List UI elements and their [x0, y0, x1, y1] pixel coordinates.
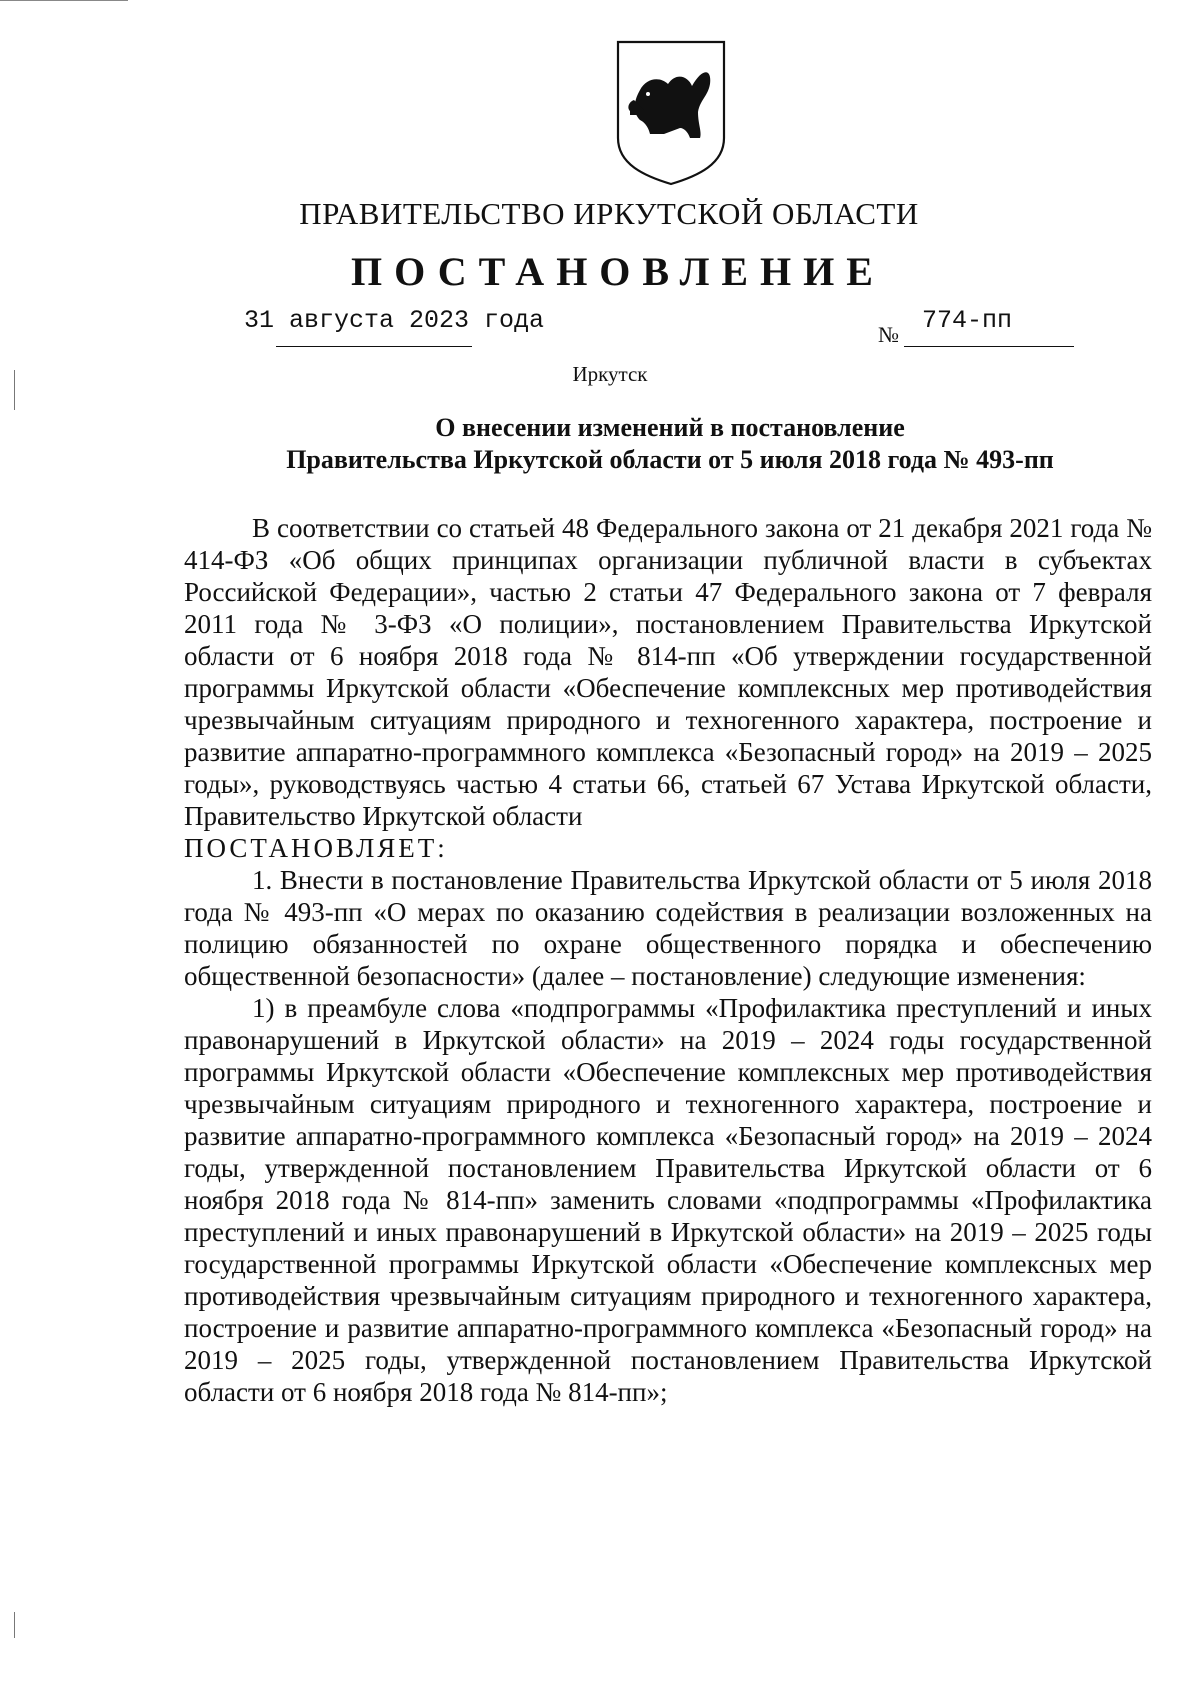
document-type: ПОСТАНОВЛЕНИЕ — [351, 249, 885, 294]
irkutsk-coat-of-arms-icon — [614, 38, 728, 186]
decree-date: 31 августа 2023 года — [244, 306, 545, 335]
city: Иркутск — [572, 362, 648, 386]
document-title — [240, 412, 1100, 476]
decree-number: 774-пп — [922, 306, 1013, 335]
number-sign: № — [878, 322, 899, 347]
item-1-paragraph: 1. Внести в постановление Правительства Иркутской области от 5 июля 2018 года № 493-пп «О мерах по оказанию содействия в реализации возложенных на полицию обязанностей по охране общественного порядка и обеспечению общественной безопасности» (далее – постановление) следующие изменения: — [184, 865, 1152, 991]
title-line-1: О внесении изменений в постановление — [435, 413, 905, 442]
scan-margin-mark — [14, 1612, 15, 1638]
government-name: ПРАВИТЕЛЬСТВО ИРКУТСКОЙ ОБЛАСТИ — [299, 196, 919, 231]
date-underline — [276, 346, 472, 347]
title-line-2: Правительства Иркутской области от 5 июля 2018 года № 493-пп — [286, 445, 1054, 474]
scan-margin-mark — [14, 370, 15, 410]
item-1-1-paragraph: 1) в преамбуле слова «подпрограммы «Профилактика преступлений и иных правонарушений в Иркутской области» на 2019 – 2024 годы государственной программы Иркутской области «Обеспечение комплексных мер противодействия чрезвычайным ситуациям природного и техногенного характера, построение и развитие аппаратно-программного комплекса «Безопасный город» на 2019 – 2024 годы, утвержденной постановлением Правительства Иркутской области от 6 ноября 2018 года № 814-пп» заменить словами «подпрограммы «Профилактика преступлений и иных правонарушений в Иркутской области» на 2019 – 2025 годы государственной программы Иркутской области «Обеспечение комплексных мер противодействия чрезвычайным ситуациям природного и техногенного характера, построение и развитие аппаратно-программного комплекса «Безопасный город» на 2019 – 2025 годы, утвержденной постановлением Правительства Иркутской области от 6 ноября 2018 года № 814-пп»; — [184, 993, 1152, 1407]
preamble-paragraph: В соответствии со статьей 48 Федерального закона от 21 декабря 2021 года № 414-ФЗ «Об общих принципах организации публичной власти в субъектах Российской Федерации», частью 2 статьи 47 Федерального закона от 7 февраля 2011 года № 3-ФЗ «О полиции», постановлением Правительства Иркутской области от 6 ноября 2018 года № 814-пп «Об утверждении государственной программы Иркутской области «Обеспечение комплексных мер противодействия чрезвычайным ситуациям природного и техногенного характера, построение и развитие аппаратно-программного комплекса «Безопасный город» на 2019 – 2025 годы», руководствуясь частью 4 статьи 66, статьей 67 Устава Иркутской области, Правительство Иркутской области — [184, 513, 1152, 831]
resolves-heading: ПОСТАНОВЛЯЕТ: — [184, 833, 448, 863]
number-underline — [904, 346, 1074, 347]
document-body — [184, 512, 1152, 1408]
scan-edge-line — [0, 0, 128, 1]
